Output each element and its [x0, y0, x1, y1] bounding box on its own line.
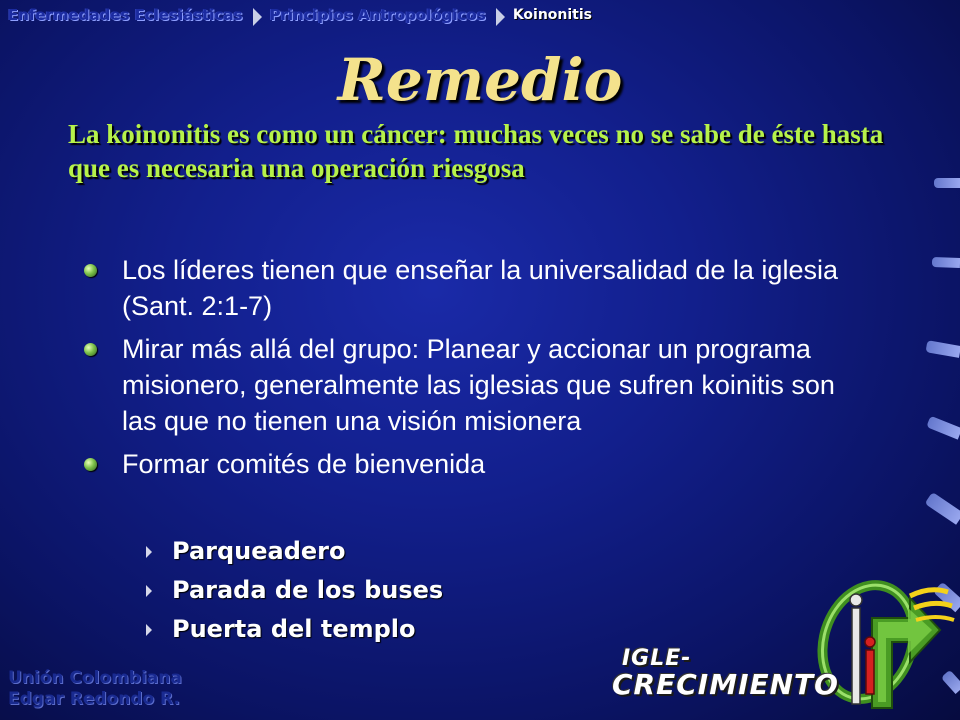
bullet-text: Los líderes tienen que enseñar la universalidad de la iglesia (Sant. 2:1-7): [122, 255, 838, 321]
sub-bullet-list: [146, 532, 443, 649]
sub-list-item: [146, 532, 443, 571]
decorative-stroke: [925, 492, 960, 525]
decorative-stroke: [925, 340, 960, 358]
list-item: [84, 331, 874, 439]
breadcrumb-item-enfermedades[interactable]: Enfermedades Eclesiásticas: [8, 6, 243, 24]
breadcrumb: [8, 6, 592, 24]
bullet-list: [84, 252, 874, 489]
footer-author: Edgar Redondo R.: [8, 689, 180, 709]
bullet-text: Mirar más allá del grupo: Planear y accionar un programa misionero, generalmente las iglesias que sufren koinitis son las que no tienen una visión misionera: [122, 334, 835, 436]
sub-bullet-text: Puerta del templo: [172, 615, 416, 643]
page-title: Remedio: [337, 46, 623, 114]
footer-organization: Unión Colombiana: [8, 668, 182, 688]
logo-text-crecimiento: CRECIMIENTO: [612, 668, 839, 701]
sub-list-item: [146, 571, 443, 610]
decorative-stroke: [932, 257, 960, 268]
chevron-right-icon: [253, 8, 262, 26]
sub-bullet-text: Parqueadero: [172, 537, 346, 565]
arrow-right-icon: [146, 624, 152, 636]
bullet-text: Formar comités de bienvenida: [122, 449, 486, 479]
list-item: [84, 446, 874, 482]
footer-credits: [8, 668, 182, 710]
arrow-right-icon: [146, 585, 152, 597]
bullet-icon: [84, 264, 97, 277]
breadcrumb-item-koinonitis[interactable]: Koinonitis: [512, 7, 593, 23]
logo-text-igle: IGLE-: [622, 646, 692, 671]
chevron-right-icon: [496, 8, 505, 26]
subtitle: La koinonitis es como un cáncer: muchas veces no se sabe de éste hasta que es necesaria una operación riesgosa: [68, 119, 884, 183]
bullet-icon: [84, 458, 97, 471]
decorative-stroke: [926, 416, 960, 440]
sub-list-item: [146, 610, 443, 649]
sub-bullet-text: Parada de los buses: [172, 576, 444, 604]
list-item: [84, 252, 874, 324]
decorative-stroke: [934, 178, 960, 188]
bullet-icon: [84, 343, 97, 356]
arrow-right-icon: [146, 546, 152, 558]
breadcrumb-item-principios[interactable]: Principios Antropológicos: [269, 6, 486, 24]
